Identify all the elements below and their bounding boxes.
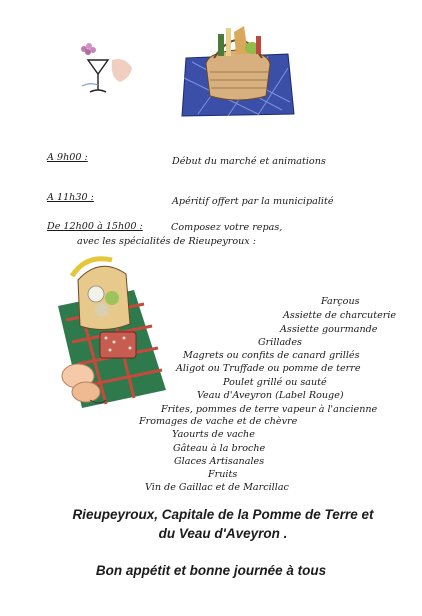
menu-item-5: Magrets ou confits de canard grillés — [183, 350, 360, 361]
menu-item-15: Vin de Gaillac et de Marcillac — [145, 482, 289, 493]
menu-item-3: Assiette gourmande — [280, 324, 378, 335]
schedule-text-3: Composez votre repas, — [171, 222, 283, 233]
menu-item-9: Frites, pommes de terre vapeur à l'ancienne — [161, 404, 378, 415]
footer-line-2: du Veau d'Aveyron . — [158, 526, 288, 541]
schedule-time-2: A 11h30 : — [47, 192, 94, 203]
schedule-text-2: Apéritif offert par la municipalité — [172, 196, 334, 207]
menu-item-6: Aligot ou Truffade ou pomme de terre — [176, 363, 361, 374]
menu-item-11: Yaourts de vache — [172, 429, 255, 440]
menu-item-2: Assiette de charcuterie — [283, 310, 397, 321]
menu-item-8: Veau d'Aveyron (Label Rouge) — [197, 390, 344, 401]
menu-item-4: Grillades — [258, 337, 302, 348]
picnic-basket-icon — [178, 18, 298, 120]
menu-item-7: Poulet grillé ou sauté — [223, 377, 327, 388]
menu-item-12: Gâteau à la broche — [173, 443, 266, 454]
menu-item-1: Farçous — [321, 296, 360, 307]
food-basket-icon — [56, 250, 170, 412]
schedule-text-3b: avec les spécialités de Rieupeyroux : — [77, 236, 256, 247]
schedule-time-1: A 9h00 : — [47, 152, 88, 163]
schedule-text-1: Début du marché et animations — [172, 156, 326, 167]
wine-glass-icon — [70, 38, 140, 100]
menu-item-14: Fruits — [208, 469, 238, 480]
menu-item-13: Glaces Artisanales — [174, 456, 265, 467]
menu-item-10: Fromages de vache et de chèvre — [139, 416, 298, 427]
schedule-time-3: De 12h00 à 15h00 : — [47, 221, 143, 232]
footer-line-1: Rieupeyroux, Capitale de la Pomme de Terre et — [72, 507, 374, 522]
footer-line-3: Bon appétit et bonne journée à tous — [95, 563, 327, 578]
